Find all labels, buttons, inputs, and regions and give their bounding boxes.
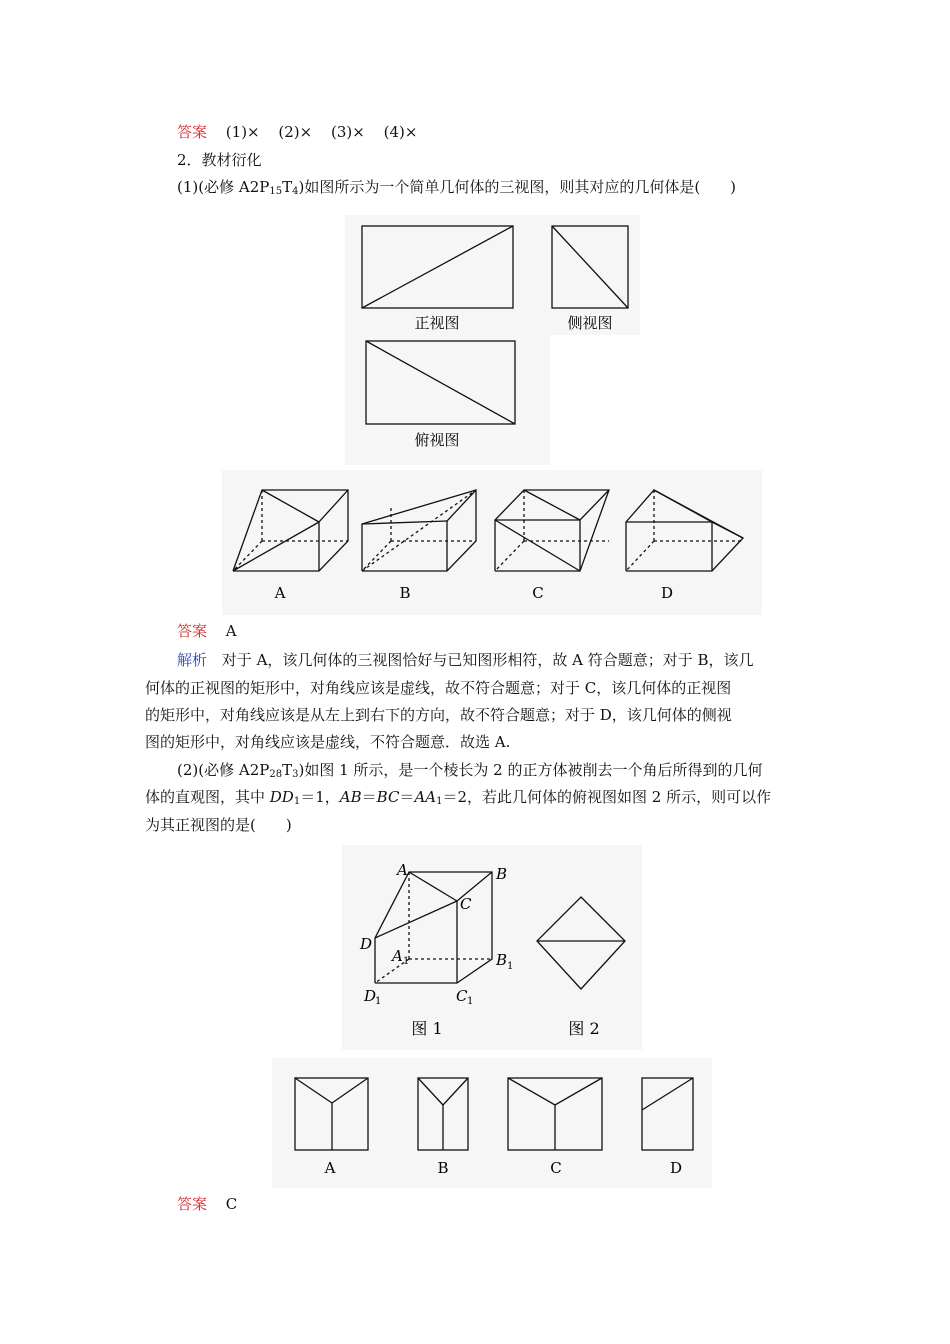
math-var: AB [339, 788, 362, 806]
answer-value: A [225, 622, 237, 640]
q2-text: 体的直观图，其中 [145, 788, 270, 806]
answer-label: 答案 [177, 622, 208, 640]
q1-source-sub: 4 [292, 186, 299, 197]
option-a-label: A [324, 1159, 336, 1177]
analysis-text: 图的矩形中，对角线应该是虚线，不符合题意．故选 A. [145, 733, 511, 751]
vertex-c: C [460, 895, 472, 913]
q1-number: (1) [177, 178, 199, 196]
analysis-text: 对于 A，该几何体的三视图恰好与已知图形相符，故 A 符合题意；对于 B，该几 [221, 651, 754, 669]
q2-stem-line1 [177, 760, 763, 785]
answer-label: 答案 [177, 123, 208, 141]
q2-text: 如图 1 所示，是一个棱长为 2 的正方体被削去一个角后所得到的几何 [304, 761, 763, 779]
section-title: 2．教材衍化 [177, 151, 262, 169]
option-c-label: C [532, 584, 544, 602]
vertex-a1: A [392, 947, 403, 965]
vertex-c1: C [456, 987, 468, 1005]
q2-figures [342, 845, 642, 1050]
q2-stem-line2 [145, 787, 771, 812]
prev-answer-line [177, 122, 417, 142]
q1-source: (必修 A2P [198, 178, 270, 196]
figure-2-caption: 图 2 [568, 1019, 600, 1038]
option-c-label: C [550, 1159, 562, 1177]
front-view-label: 正视图 [414, 314, 460, 332]
option-b-label: B [437, 1159, 449, 1177]
math-var: AA [414, 788, 437, 806]
q2-answer-line [177, 1194, 237, 1214]
q1-analysis-line [177, 650, 754, 670]
vertex-d1: D [364, 987, 377, 1005]
answer-item: (1)× [225, 123, 260, 141]
vertex-a: A [397, 861, 408, 879]
subscript: 1 [507, 961, 514, 972]
q1-text: 如图所示为一个简单几何体的三视图，则其对应的几何体是( ) [304, 178, 737, 196]
vertex-b1: B [496, 951, 508, 969]
option-a-label: A [274, 584, 286, 602]
subscript: 1 [467, 996, 474, 1007]
vertex-d: D [360, 935, 373, 953]
answer-item: (3)× [331, 123, 365, 141]
q2-stem-line3: 为其正视图的是( ) [145, 816, 292, 834]
subscript: 1 [375, 996, 382, 1007]
figure-1-caption: 图 1 [411, 1019, 443, 1038]
q2-source: T [282, 761, 293, 779]
q1-answer-line [177, 621, 237, 641]
q2-number: (2) [177, 761, 199, 779]
answer-value: C [225, 1195, 238, 1213]
q1-source-sub: 15 [269, 186, 283, 197]
top-view-label: 俯视图 [414, 431, 460, 449]
analysis-text: 的矩形中，对角线应该是从左上到右下的方向，故不符合题意；对于 D，该几何体的侧视 [145, 706, 732, 724]
side-view-label: 侧视图 [567, 314, 613, 332]
option-d-label: D [660, 584, 674, 602]
vertex-b: B [496, 865, 508, 883]
q2-source: ) [298, 761, 305, 779]
option-d-label: D [669, 1159, 683, 1177]
q2-options-figure [272, 1058, 712, 1188]
q1-source: T [282, 178, 293, 196]
q2-source-sub: 3 [292, 769, 299, 780]
answer-label: 答案 [177, 1195, 208, 1213]
option-b-label: B [399, 584, 411, 602]
q2-text: ＝ [361, 788, 377, 806]
analysis-label: 解析 [177, 651, 208, 669]
math-var: DD [269, 788, 294, 806]
math-sub: 1 [293, 796, 301, 807]
math-sub: 1 [436, 796, 443, 807]
figure-background [345, 215, 550, 465]
answer-item: (4)× [383, 123, 418, 141]
subscript: 1 [403, 956, 410, 967]
q1-stem [177, 177, 736, 202]
side-view-figure [550, 215, 640, 335]
q2-text: ＝ [399, 788, 415, 806]
q1-source: ) [298, 178, 305, 196]
figure-background [222, 470, 762, 615]
q2-source-sub: 28 [269, 769, 283, 780]
q1-options-figure [222, 470, 762, 615]
answer-item: (2)× [278, 123, 313, 141]
three-views-figure [345, 215, 550, 465]
q2-text: ＝1， [300, 788, 340, 806]
analysis-text: 何体的正视图的矩形中，对角线应该是虚线，故不符合题意；对于 C，该几何体的正视图 [145, 679, 732, 697]
q2-source: (必修 A2P [198, 761, 270, 779]
math-var: BC [376, 788, 400, 806]
q2-text: ＝2，若此几何体的俯视图如图 2 所示，则可以作 [442, 788, 772, 806]
